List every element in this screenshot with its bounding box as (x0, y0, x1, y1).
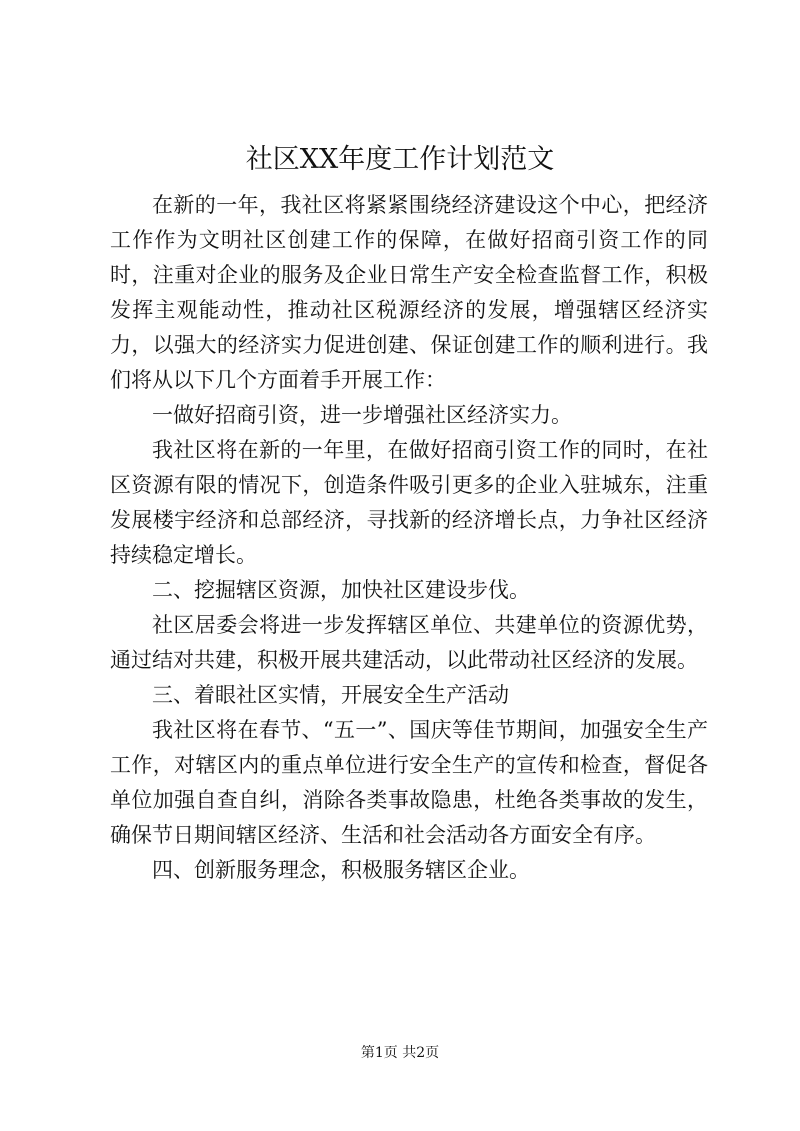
document-title: 社区XX年度工作计划范文 (245, 144, 555, 175)
paragraph-heading-4: 四、创新服务理念，积极服务辖区企业。 (152, 858, 530, 882)
page-footer: 第1页 共2页 (360, 1045, 440, 1061)
paragraph-section-2: 社区居委会将进一步发挥辖区单位、共建单位的资源优势，通过结对共建，积极开展共建活动，以此带动社区经济的发展。 (110, 613, 708, 672)
document-body (110, 188, 708, 888)
paragraph-heading-2: 二、挖掘辖区资源，加快社区建设步伐。 (152, 578, 530, 602)
paragraph-heading-3: 三、着眼社区实情，开展安全生产活动 (152, 683, 509, 707)
paragraph-heading-1: 一做好招商引资，进一步增强社区经济实力。 (152, 403, 572, 427)
paragraph-intro: 在新的一年，我社区将紧紧围绕经济建设这个中心，把经济工作作为文明社区创建工作的保障，在做好招商引资工作的同时，注重对企业的服务及企业日常生产安全检查监督工作，积极发挥主观能动性，推动社区税源经济的发展，增强辖区经济实力，以强大的经济实力促进创建、保证创建工作的顺利进行。我们将从以下几个方面着手开展工作： (110, 193, 708, 392)
paragraph-section-1: 我社区将在新的一年里，在做好招商引资工作的同时，在社区资源有限的情况下，创造条件吸引更多的企业入驻城东，注重发展楼宇经济和总部经济，寻找新的经济增长点，力争社区经济持续稳定增长。 (110, 438, 708, 567)
paragraph-section-3: 我社区将在春节、“五一”、国庆等佳节期间，加强安全生产工作，对辖区内的重点单位进行安全生产的宣传和检查，督促各单位加强自查自纠，消除各类事故隐患，杜绝各类事故的发生，确保节日期间辖区经济、生活和社会活动各方面安全有序。 (110, 718, 708, 847)
